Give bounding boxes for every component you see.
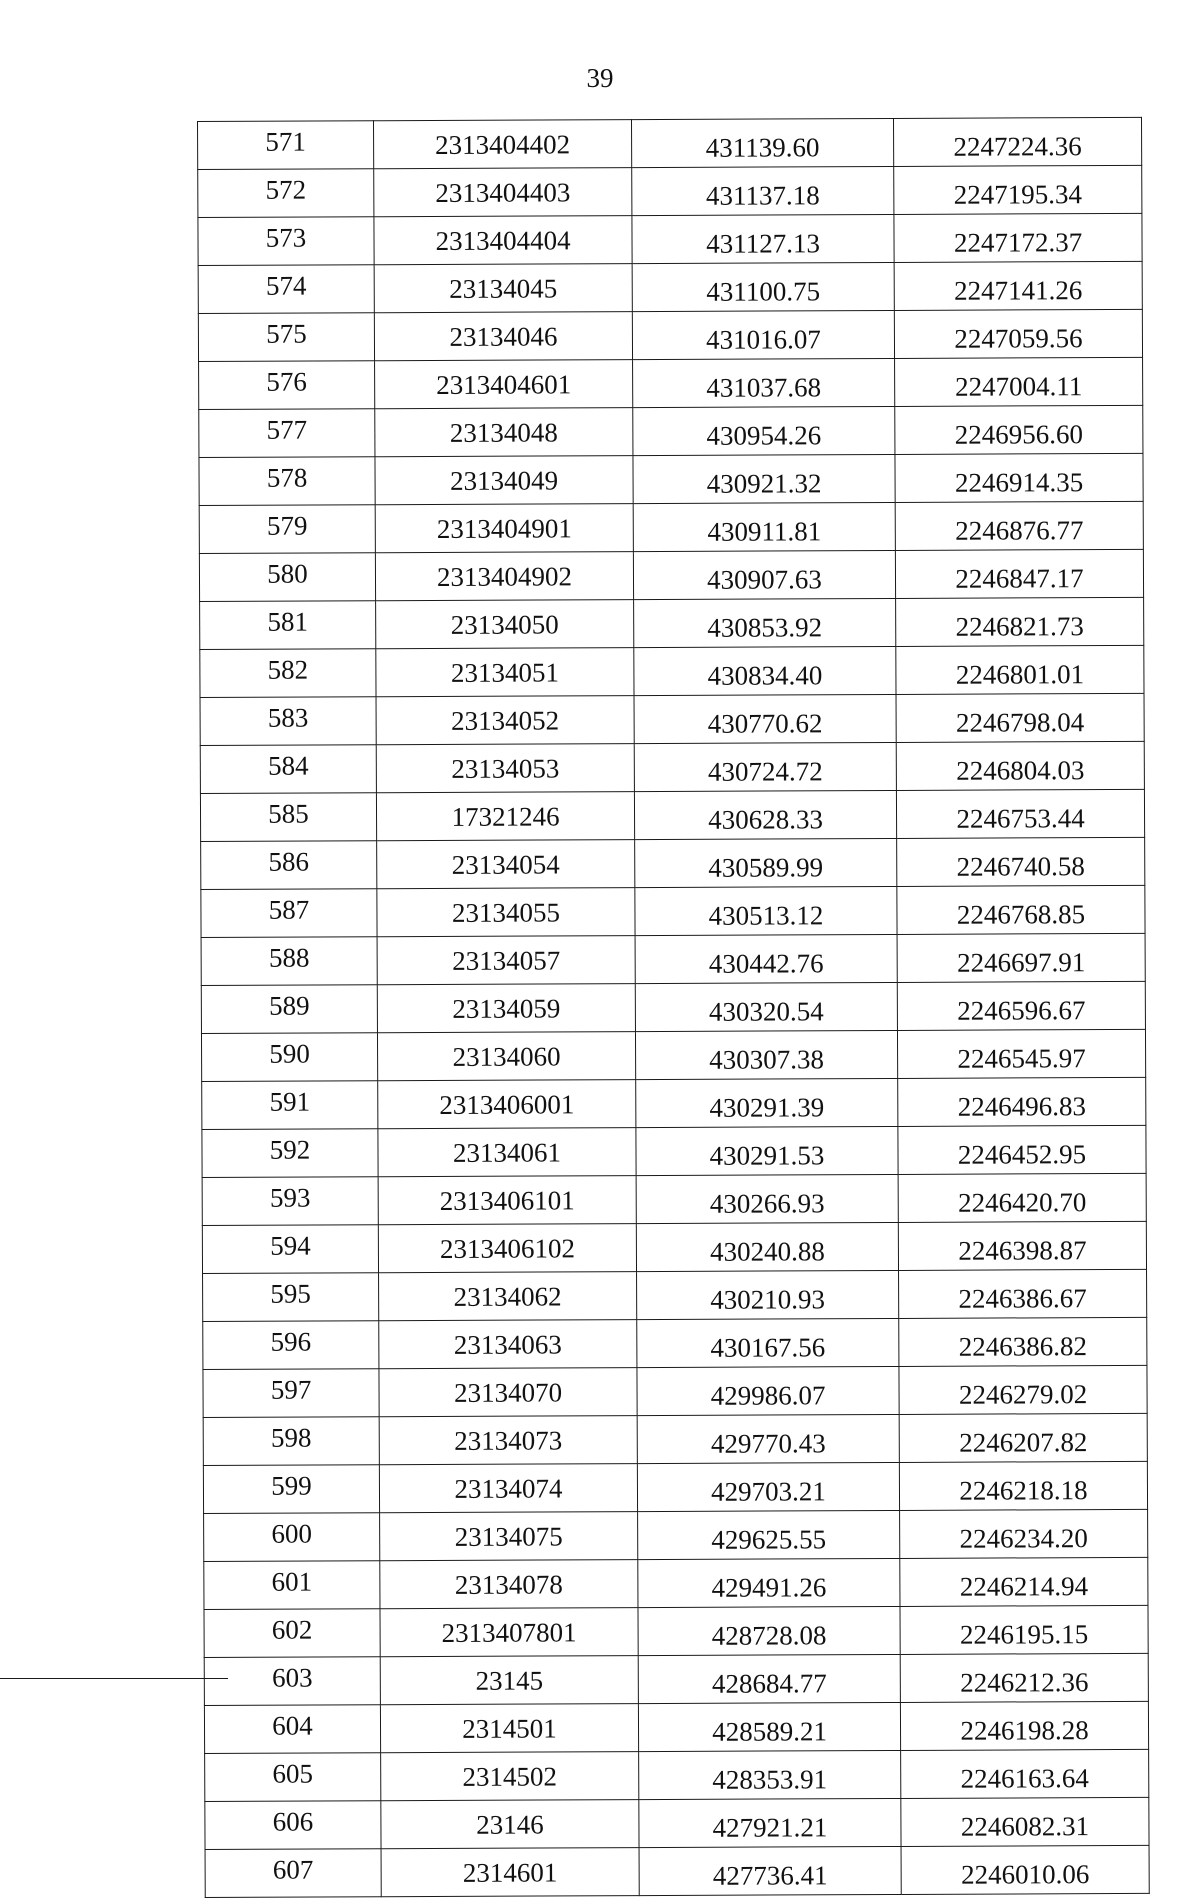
table-row [199,453,1143,505]
row-number-cell: 573 [198,217,374,266]
x-coordinate-cell: 430954.26 [633,406,895,455]
coordinates-table-wrapper [197,117,1147,1891]
x-coordinate-cell: 429986.07 [637,1366,899,1415]
x-coordinate-cell: 429491.26 [638,1558,900,1607]
row-number-cell: 581 [200,601,376,650]
row-number-cell: 605 [205,1753,381,1802]
coordinates-table-body [198,117,1150,1897]
point-id-cell: 23134046 [374,312,632,361]
row-number-cell: 595 [203,1273,379,1322]
y-coordinate-cell: 2246386.82 [899,1317,1147,1366]
table-row [200,741,1144,793]
x-coordinate-cell: 430589.99 [635,838,897,887]
row-number-cell: 576 [199,361,375,410]
table-row [204,1557,1148,1609]
point-id-cell: 23134051 [376,648,634,697]
y-coordinate-cell: 2246163.64 [901,1749,1149,1798]
row-number-cell: 587 [201,889,377,938]
row-number-cell: 579 [199,505,375,554]
row-number-cell: 580 [199,553,375,602]
y-coordinate-cell: 2246801.01 [896,645,1144,694]
y-coordinate-cell: 2246234.20 [900,1509,1148,1558]
x-coordinate-cell: 430266.93 [636,1174,898,1223]
table-row [204,1605,1148,1657]
x-coordinate-cell: 431037.68 [633,358,895,407]
table-row [204,1701,1148,1753]
table-row [201,837,1145,889]
point-id-cell: 23134070 [379,1368,637,1417]
point-id-cell: 23134061 [378,1128,636,1177]
y-coordinate-cell: 2246914.35 [895,453,1143,502]
y-coordinate-cell: 2246218.18 [899,1461,1147,1510]
point-id-cell: 23134057 [377,936,635,985]
row-number-cell: 604 [204,1705,380,1754]
table-row [202,1077,1146,1129]
table-row [199,405,1143,457]
x-coordinate-cell: 429770.43 [637,1414,899,1463]
point-id-cell: 2314501 [380,1704,638,1753]
y-coordinate-cell: 2246082.31 [901,1797,1149,1846]
row-number-cell: 593 [202,1177,378,1226]
x-coordinate-cell: 430724.72 [634,742,896,791]
y-coordinate-cell: 2246753.44 [896,789,1144,838]
point-id-cell: 2313406001 [378,1080,636,1129]
x-coordinate-cell: 431100.75 [632,262,894,311]
y-coordinate-cell: 2247059.56 [894,309,1142,358]
x-coordinate-cell: 431127.13 [632,214,894,263]
table-row [205,1797,1149,1849]
table-row [200,645,1144,697]
row-number-cell: 574 [198,265,374,314]
x-coordinate-cell: 430291.39 [636,1078,898,1127]
y-coordinate-cell: 2247224.36 [893,117,1141,166]
x-coordinate-cell: 430240.88 [636,1222,898,1271]
table-row [201,885,1145,937]
table-row [203,1269,1147,1321]
y-coordinate-cell: 2246496.83 [898,1077,1146,1126]
table-row [198,165,1142,217]
y-coordinate-cell: 2246697.91 [897,933,1145,982]
table-row [205,1749,1149,1801]
table-row [203,1317,1147,1369]
row-number-cell: 606 [205,1801,381,1850]
y-coordinate-cell: 2246545.97 [897,1029,1145,1078]
point-id-cell: 23134062 [379,1272,637,1321]
point-id-cell: 23134074 [379,1464,637,1513]
row-number-cell: 602 [204,1609,380,1658]
table-row [198,117,1142,169]
row-number-cell: 607 [205,1849,381,1898]
point-id-cell: 2313406101 [378,1176,636,1225]
row-number-cell: 589 [201,985,377,1034]
point-id-cell: 23134073 [379,1416,637,1465]
row-number-cell: 600 [204,1513,380,1562]
y-coordinate-cell: 2247195.34 [894,165,1142,214]
row-number-cell: 575 [198,313,374,362]
point-id-cell: 2313406102 [378,1224,636,1273]
x-coordinate-cell: 430320.54 [635,982,897,1031]
row-number-cell: 578 [199,457,375,506]
table-row [198,213,1142,265]
x-coordinate-cell: 430167.56 [637,1318,899,1367]
x-coordinate-cell: 427921.21 [639,1798,901,1847]
table-row [204,1653,1148,1705]
table-row [204,1509,1148,1561]
coordinates-table [197,117,1150,1898]
point-id-cell: 2313404402 [374,120,632,169]
row-number-cell: 599 [203,1465,379,1514]
table-row [200,789,1144,841]
x-coordinate-cell: 428684.77 [638,1654,900,1703]
y-coordinate-cell: 2246798.04 [896,693,1144,742]
table-row [201,1029,1145,1081]
point-id-cell: 23145 [380,1656,638,1705]
x-coordinate-cell: 430770.62 [634,694,896,743]
point-id-cell: 23134048 [375,408,633,457]
y-coordinate-cell: 2246956.60 [895,405,1143,454]
y-coordinate-cell: 2246452.95 [898,1125,1146,1174]
y-coordinate-cell: 2246386.67 [899,1269,1147,1318]
y-coordinate-cell: 2246768.85 [897,885,1145,934]
row-number-cell: 571 [198,121,374,170]
x-coordinate-cell: 430291.53 [636,1126,898,1175]
x-coordinate-cell: 430911.81 [633,502,895,551]
y-coordinate-cell: 2246212.36 [900,1653,1148,1702]
point-id-cell: 23134053 [376,744,634,793]
y-coordinate-cell: 2246420.70 [898,1173,1146,1222]
y-coordinate-cell: 2246214.94 [900,1557,1148,1606]
point-id-cell: 23134049 [375,456,633,505]
row-number-cell: 583 [200,697,376,746]
row-number-cell: 592 [202,1129,378,1178]
x-coordinate-cell: 430307.38 [635,1030,897,1079]
x-coordinate-cell: 429703.21 [637,1462,899,1511]
table-row [199,501,1143,553]
point-id-cell: 23134078 [380,1560,638,1609]
x-coordinate-cell: 430834.40 [634,646,896,695]
x-coordinate-cell: 430513.12 [635,886,897,935]
point-id-cell: 23134045 [374,264,632,313]
point-id-cell: 23146 [381,1800,639,1849]
x-coordinate-cell: 427736.41 [639,1846,901,1895]
x-coordinate-cell: 429625.55 [638,1510,900,1559]
table-row [203,1413,1147,1465]
x-coordinate-cell: 428589.21 [638,1702,900,1751]
table-row [200,597,1144,649]
table-row [201,933,1145,985]
x-coordinate-cell: 431139.60 [631,118,893,167]
point-id-cell: 23134055 [377,888,635,937]
x-coordinate-cell: 430853.92 [634,598,896,647]
point-id-cell: 2313404601 [375,360,633,409]
row-number-cell: 572 [198,169,374,218]
row-number-cell: 585 [200,793,376,842]
table-row [198,261,1142,313]
point-id-cell: 2313407801 [380,1608,638,1657]
table-row [198,309,1142,361]
point-id-cell: 23134052 [376,696,634,745]
point-id-cell: 2313404901 [375,504,633,553]
y-coordinate-cell: 2246804.03 [896,741,1144,790]
y-coordinate-cell: 2246279.02 [899,1365,1147,1414]
row-number-cell: 586 [201,841,377,890]
point-id-cell: 23134054 [377,840,635,889]
footnote-rule [0,1678,228,1679]
table-row [202,1221,1146,1273]
row-number-cell: 588 [201,937,377,986]
x-coordinate-cell: 430442.76 [635,934,897,983]
table-row [199,549,1143,601]
x-coordinate-cell: 430628.33 [634,790,896,839]
row-number-cell: 598 [203,1417,379,1466]
table-row [203,1461,1147,1513]
point-id-cell: 2313404902 [375,552,633,601]
point-id-cell: 17321246 [376,792,634,841]
point-id-cell: 23134060 [377,1032,635,1081]
table-row [203,1365,1147,1417]
point-id-cell: 23134050 [376,600,634,649]
y-coordinate-cell: 2246596.67 [897,981,1145,1030]
point-id-cell: 2314601 [381,1848,639,1897]
row-number-cell: 597 [203,1369,379,1418]
row-number-cell: 594 [202,1225,378,1274]
point-id-cell: 2313404403 [374,168,632,217]
row-number-cell: 603 [204,1657,380,1706]
row-number-cell: 596 [203,1321,379,1370]
y-coordinate-cell: 2246010.06 [901,1845,1149,1894]
y-coordinate-cell: 2246847.17 [895,549,1143,598]
x-coordinate-cell: 428353.91 [639,1750,901,1799]
x-coordinate-cell: 430907.63 [633,550,895,599]
y-coordinate-cell: 2246821.73 [896,597,1144,646]
table-row [202,1125,1146,1177]
row-number-cell: 582 [200,649,376,698]
row-number-cell: 577 [199,409,375,458]
y-coordinate-cell: 2246207.82 [899,1413,1147,1462]
y-coordinate-cell: 2247172.37 [894,213,1142,262]
point-id-cell: 23134063 [379,1320,637,1369]
x-coordinate-cell: 430210.93 [637,1270,899,1319]
y-coordinate-cell: 2246740.58 [897,837,1145,886]
table-row [205,1845,1149,1897]
row-number-cell: 590 [201,1033,377,1082]
point-id-cell: 23134075 [380,1512,638,1561]
point-id-cell: 23134059 [377,984,635,1033]
page-number: 39 [586,63,614,93]
row-number-cell: 591 [202,1081,378,1130]
table-row [199,357,1143,409]
y-coordinate-cell: 2247141.26 [894,261,1142,310]
y-coordinate-cell: 2246198.28 [900,1701,1148,1750]
x-coordinate-cell: 428728.08 [638,1606,900,1655]
x-coordinate-cell: 430921.32 [633,454,895,503]
table-row [201,981,1145,1033]
row-number-cell: 601 [204,1561,380,1610]
y-coordinate-cell: 2246195.15 [900,1605,1148,1654]
y-coordinate-cell: 2246876.77 [895,501,1143,550]
x-coordinate-cell: 431016.07 [632,310,894,359]
y-coordinate-cell: 2246398.87 [898,1221,1146,1270]
table-row [200,693,1144,745]
point-id-cell: 2314502 [381,1752,639,1801]
row-number-cell: 584 [200,745,376,794]
point-id-cell: 2313404404 [374,216,632,265]
x-coordinate-cell: 431137.18 [632,166,894,215]
y-coordinate-cell: 2247004.11 [895,357,1143,406]
table-row [202,1173,1146,1225]
